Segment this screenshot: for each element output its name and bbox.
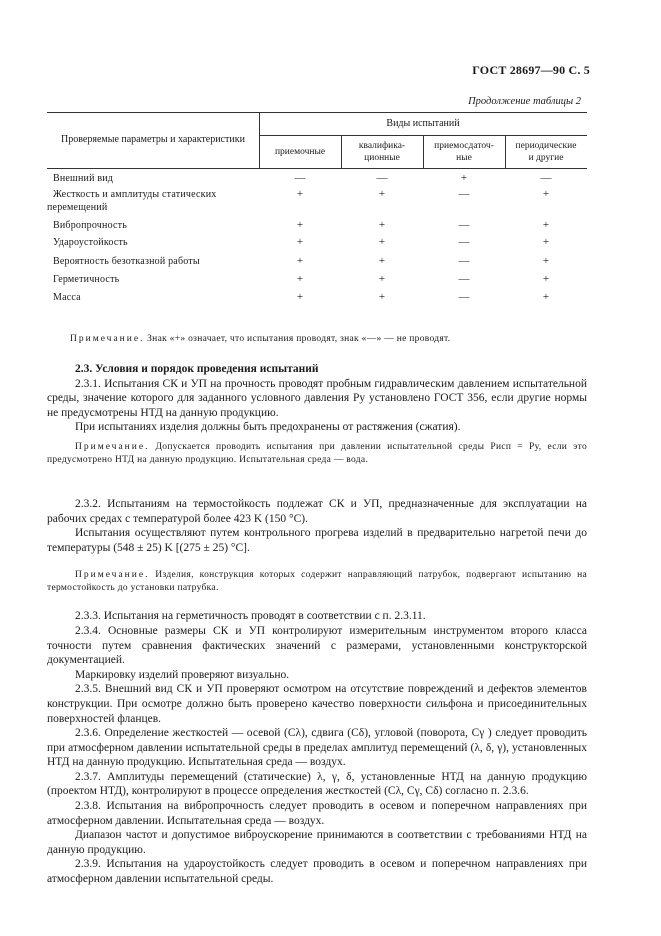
test-mark: + <box>378 219 386 231</box>
row-label: Вибропрочность <box>53 220 128 231</box>
test-mark: — <box>458 188 470 200</box>
test-mark: — <box>458 291 470 303</box>
test-mark: + <box>378 291 386 303</box>
test-mark: + <box>296 273 304 285</box>
param-column-header: Проверяемые параметры и характеристики <box>61 134 245 145</box>
row-label: Внешний вид <box>53 173 114 184</box>
test-mark: + <box>296 188 304 200</box>
test-mark: + <box>378 255 386 267</box>
clause-2-3-8-b: Диапазон частот и допустимое виброускорение принимаются в соответствии с требованиями НТД на данную продукцию. <box>47 829 587 856</box>
test-mark: + <box>378 273 386 285</box>
test-mark: + <box>296 236 304 248</box>
clause-2-3-4: 2.3.4. Основные размеры СК и УП контролируют измерительным инструментом второго класса точности путем сравнения фактических значений с размерами, установленными конструкторской документацией. <box>47 624 587 667</box>
test-mark: + <box>378 188 386 200</box>
column-header-label: приемочные <box>274 147 326 157</box>
clause-2-3-3: 2.3.3. Испытания на герметичность проводят в соответствии с п. 2.3.11. <box>75 610 426 623</box>
test-types-header: Виды испытаний <box>386 118 460 129</box>
row-label: перемещений <box>47 202 108 213</box>
clause-2-3-4-b: Маркировку изделий проверяют визуально. <box>75 668 290 681</box>
column-header-label: периодические <box>515 141 577 151</box>
column-header-label: ные <box>456 153 472 163</box>
test-mark: + <box>542 273 550 285</box>
test-mark: + <box>296 291 304 303</box>
note-2-3-2: Примечание. Изделия, конструкция которых содержит направляющий патрубок, подвергают испытанию на термостойкость до установки патрубка. <box>47 570 587 594</box>
test-mark: + <box>460 172 468 184</box>
page-header: ГОСТ 28697—90 С. 5 <box>472 63 590 77</box>
note-table: Примечание. Знак «+» означает, что испытания проводят, знак «—» — не проводят. <box>70 334 451 344</box>
note-2-3-1: Примечание. Допускается проводить испытания при давлении испытательной среды Pисп = Pу, если это предусмотрено НТД на данную продукцию. Испытательная среда — вода. <box>47 441 587 465</box>
clause-2-3-2: 2.3.2. Испытаниям на термостойкость подлежат СК и УП, предназначенные для эксплуатации на рабочих средах с температурой более 423 K (150 °C). <box>47 497 587 525</box>
clause-2-3-2-b: Испытания осуществляют путем контрольного прогрева изделий в предварительно нагретой печи до температуры (548 ± 25) K [(275 ± 25) °C]. <box>47 527 587 554</box>
test-types-table <box>47 112 587 312</box>
clause-2-3-9: 2.3.9. Испытания на удароустойкость следует проводить в осевом и поперечном направлениях при атмосферном давлении испытательной среды. <box>47 858 587 886</box>
clause-2-3-7: 2.3.7. Амплитуды перемещений (статические) λ, γ, δ, установленные НТД на данную продукцию (проектом НТД), контролируют в процессе определения жесткостей (Cλ, Cγ, Cδ) согласно п. 2.3.6. <box>47 770 587 798</box>
table-continuation-label: Продолжение таблицы 2 <box>468 96 581 107</box>
test-mark: + <box>296 255 304 267</box>
test-mark: + <box>542 236 550 248</box>
test-mark: + <box>542 255 550 267</box>
test-mark: + <box>542 291 550 303</box>
test-mark: — <box>458 273 470 285</box>
test-mark: + <box>378 236 386 248</box>
column-header-label: ционные <box>364 153 400 163</box>
row-label: Масса <box>53 292 81 303</box>
test-mark: — <box>294 172 306 184</box>
row-label: Вероятность безотказной работы <box>53 256 200 267</box>
test-mark: + <box>542 188 550 200</box>
row-label: Жесткость и амплитуды статических <box>53 189 217 200</box>
clause-2-3-1: 2.3.1. Испытания СК и УП на прочность проводят пробным гидравлическим давлением испытательной среды, значение которого для заданного условного давления Pу установлено ГОСТ 356, если другие нормы не предусмотрены НТД на данную продукцию. <box>47 377 587 419</box>
clause-2-3-8: 2.3.8. Испытания на вибропрочность следует проводить в осевом и поперечном направлениях при атмосферном давлении. Испытательная среда — воздух. <box>47 800 587 827</box>
test-mark: — <box>376 172 388 184</box>
section-body <box>47 362 587 887</box>
column-header-label: приемосдаточ- <box>434 141 494 151</box>
row-label: Герметичность <box>53 274 120 285</box>
test-mark: — <box>540 172 552 184</box>
test-mark: + <box>542 219 550 231</box>
test-mark: — <box>458 236 470 248</box>
test-mark: + <box>296 219 304 231</box>
clause-2-3-1-b: При испытаниях изделия должны быть предохранены от растяжения (сжатия). <box>75 421 461 434</box>
clause-2-3-5: 2.3.5. Внешний вид СК и УП проверяют осмотром на отсутствие повреждений и дефектов элементов конструкции. При осмотре должно быть проверено качество поверхности сильфона и присоединительных поверхностей фланцев. <box>47 683 587 725</box>
section-title: 2.3. Условия и порядок проведения испытаний <box>75 363 319 375</box>
test-mark: — <box>458 219 470 231</box>
column-header-label: квалифика- <box>358 141 406 151</box>
clause-2-3-6: 2.3.6. Определение жесткостей — осевой (Cλ), сдвига (Cδ), угловой (поворота, Cγ ) следует проводить при атмосферном давлении испытательной среды в пределах амплитуд перемещений (λ, δ, γ), установленных НТД на данную продукцию. Испытательная среда — воздух. <box>47 727 587 769</box>
column-header-label: и другие <box>528 153 564 163</box>
test-mark: — <box>458 255 470 267</box>
row-label: Удароустойкость <box>53 237 128 248</box>
